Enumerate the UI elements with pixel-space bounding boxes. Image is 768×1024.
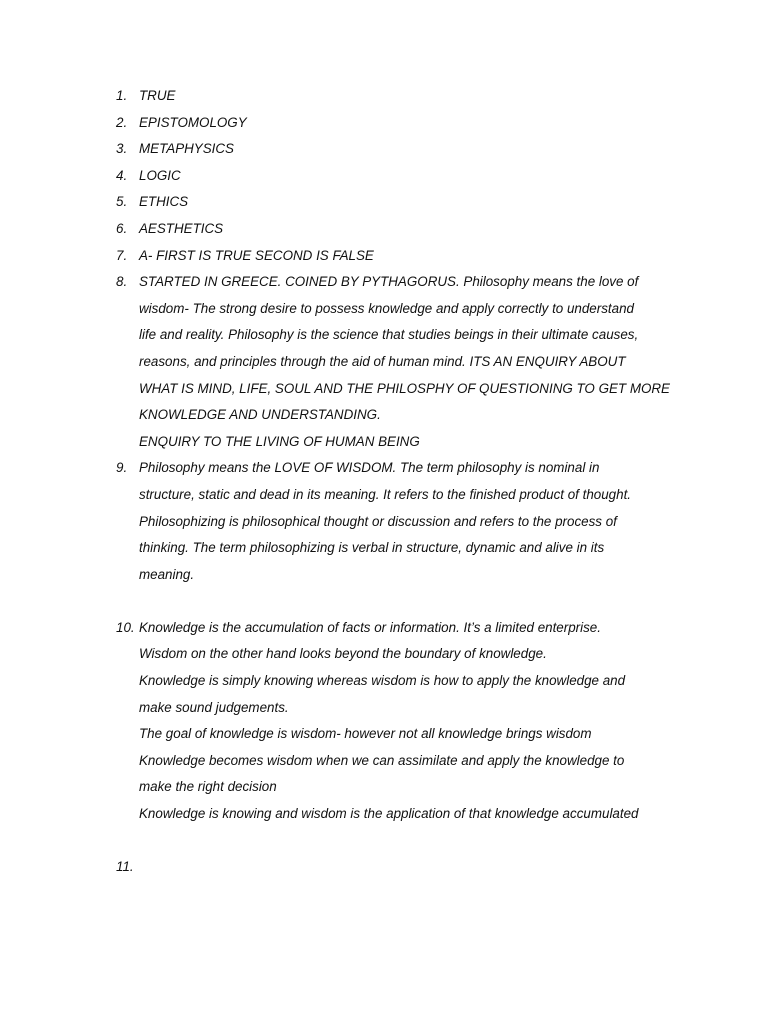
blank-line [0,828,768,855]
list-item-number: 7. [116,247,128,263]
text-line: AESTHETICS [139,220,224,236]
list-item-number: 9. [116,460,128,476]
list-item [0,243,768,270]
text-line: reasons, and principles through the aid of human mind. ITS AN ENQUIRY ABOUT [139,353,626,369]
text-line: make sound judgements. [139,699,289,715]
text-line: METAPHYSICS [139,141,234,157]
list-item-number: 11. [116,859,134,875]
text-line: Knowledge is simply knowing whereas wisdom is how to apply the knowledge and [139,673,626,689]
text-line: Knowledge is the accumulation of facts or information. It’s a limited enterprise. [139,619,601,635]
list-item [0,110,768,137]
text-line: Philosophy means the LOVE OF WISDOM. The term philosophy is nominal in [139,460,600,476]
text-line: KNOWLEDGE AND UNDERSTANDING. [139,407,381,423]
list-item-text [139,455,679,588]
list-item-number: 5. [116,194,128,210]
text-line: Philosophizing is philosophical thought or discussion and refers to the process of [139,513,617,529]
list-item [0,189,768,216]
list-item-text [139,854,679,881]
text-line: ETHICS [139,194,189,210]
empty-line [139,854,679,881]
text-line: structure, static and dead in its meaning. It refers to the finished product of thought. [139,486,632,502]
list-item [0,83,768,110]
list-item-number: 1. [116,88,128,103]
answer-list [0,83,768,881]
list-item-number: 6. [116,220,128,236]
text-line: STARTED IN GREECE. COINED BY PYTHAGORUS. Philosophy means the love of [139,274,639,290]
list-item-text [139,163,679,190]
list-item-text [139,615,679,828]
list-item-text [139,216,679,243]
list-item [0,269,768,455]
list-item-text [139,189,679,216]
list-item [0,455,768,588]
text-line: TRUE [139,88,176,103]
list-item-text [139,269,679,455]
text-line: Knowledge is knowing and wisdom is the application of that knowledge accumulated [139,806,639,822]
list-item [0,615,768,828]
text-line: make the right decision [139,779,277,795]
list-item-text [139,136,679,163]
text-line: ENQUIRY TO THE LIVING OF HUMAN BEING [139,433,420,449]
text-line: A- FIRST IS TRUE SECOND IS FALSE [139,247,374,263]
blank-line [0,588,768,615]
list-item-text [139,243,679,270]
list-item-number: 3. [116,141,128,157]
text-line: EPISTOMOLOGY [139,114,247,130]
text-line: thinking. The term philosophizing is verbal in structure, dynamic and alive in its [139,540,605,556]
list-item [0,854,768,881]
text-line: life and reality. Philosophy is the science that studies beings in their ultimate causes, [139,327,639,343]
text-line: Wisdom on the other hand looks beyond the boundary of knowledge. [139,646,547,662]
text-line: Knowledge becomes wisdom when we can assimilate and apply the knowledge to [139,752,625,768]
list-item-number: 10. [116,619,135,635]
text-line: The goal of knowledge is wisdom- however not all knowledge brings wisdom [139,726,592,742]
text-line: LOGIC [139,167,181,183]
text-line: WHAT IS MIND, LIFE, SOUL AND THE PHILOSPHY OF QUESTIONING TO GET MORE [139,380,670,396]
list-item [0,163,768,190]
list-item-text [139,110,679,137]
text-line: wisdom- The strong desire to possess knowledge and apply correctly to understand [139,300,634,316]
list-item [0,136,768,163]
list-item [0,216,768,243]
list-item-number: 4. [116,167,128,183]
list-item-text [139,83,679,110]
list-item-number: 2. [116,114,128,130]
list-item-number: 8. [116,274,128,290]
text-line: meaning. [139,566,195,582]
